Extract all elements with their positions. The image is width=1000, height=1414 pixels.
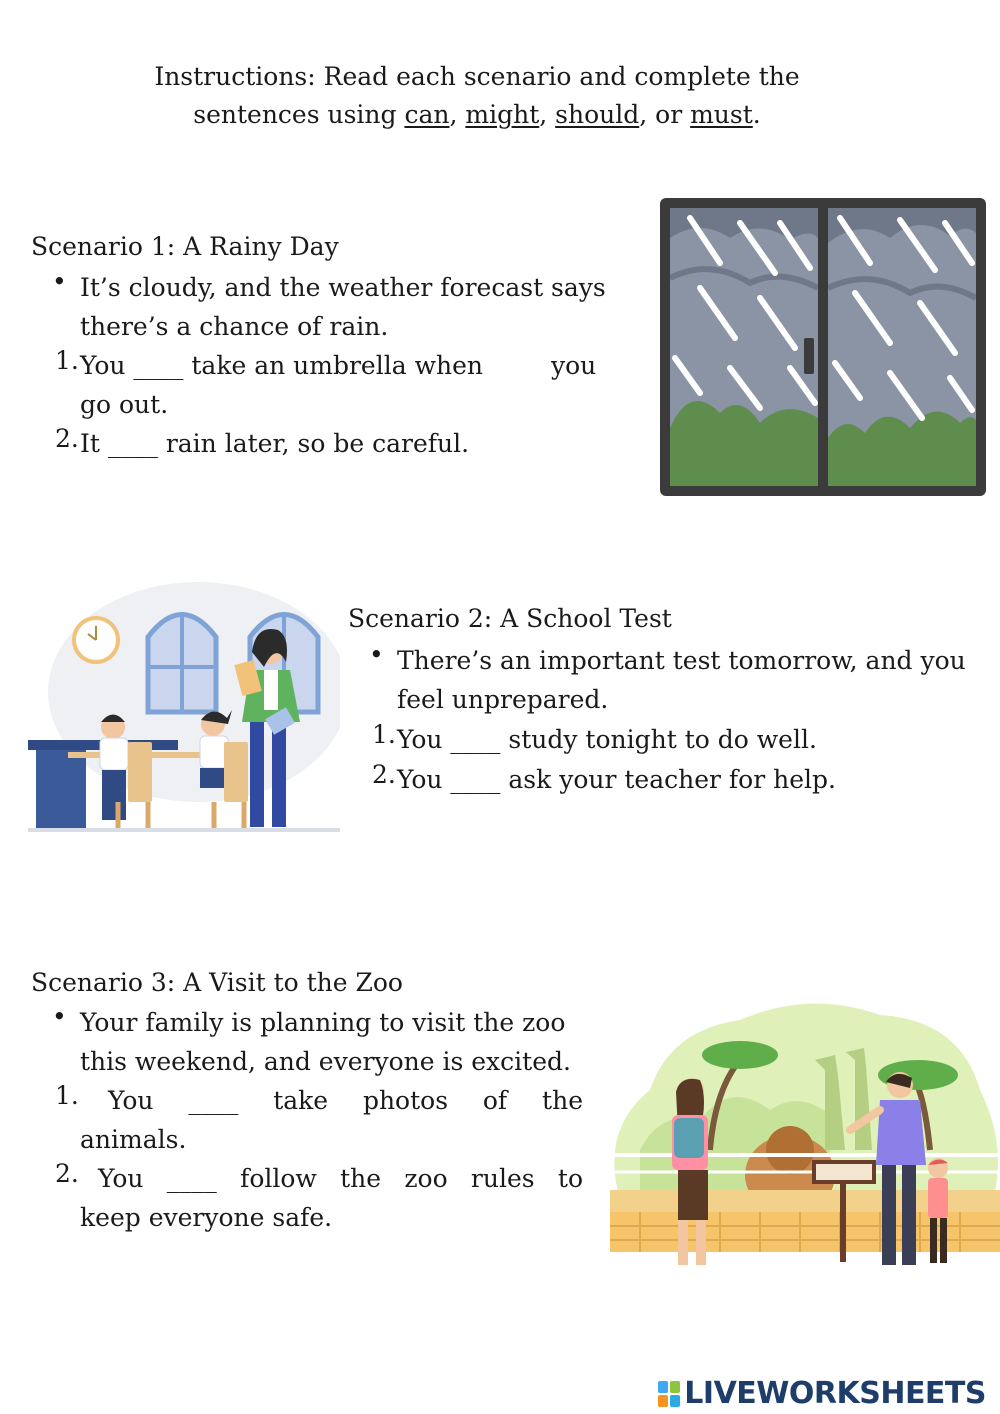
scenario-2-q1: You ____ study tonight to do well. [397, 725, 817, 754]
scenario-3-bullet-line-1: Your family is planning to visit the zoo [80, 1008, 566, 1037]
logo-text: LIVEWORKSHEETS [684, 1376, 986, 1411]
scenario-2-q2-number: 2. [372, 760, 396, 789]
scenario-1-q1-line-1: You ____ take an umbrella when [80, 351, 483, 380]
bullet-dot: • [52, 1002, 67, 1031]
scenario-1-q1-line-2: go out. [80, 390, 169, 419]
scenario-3-bullet-line-2: this weekend, and everyone is excited. [80, 1047, 571, 1076]
instructions [0, 58, 954, 134]
scenario-3-title: Scenario 3: A Visit to the Zoo [31, 968, 403, 997]
scenario-3-q2-line-1: You ____ follow the zoo rules to [98, 1164, 583, 1193]
scenario-2-title: Scenario 2: A School Test [348, 604, 672, 633]
scenario-2-bullet-line-1: There’s an important test tomorrow, and you [397, 646, 966, 675]
sep: , or [639, 100, 691, 129]
sep: . [752, 100, 761, 129]
instructions-prefix: sentences using [193, 100, 405, 129]
liveworksheets-logo [658, 1376, 986, 1411]
scenario-3-q1-line-2: animals. [80, 1125, 187, 1154]
scenario-3-q2-number: 2. [55, 1159, 79, 1188]
scenario-1-q2-number: 2. [55, 424, 79, 453]
scenario-1-q1-number: 1. [55, 346, 79, 375]
instructions-line-1: Instructions: Read each scenario and complete the [154, 62, 800, 91]
scenario-2-q1-number: 1. [372, 720, 396, 749]
sep: , [449, 100, 466, 129]
scenario-3-q2-line-2: keep everyone safe. [80, 1203, 333, 1232]
classroom-illustration [28, 582, 340, 840]
word-must: must [690, 100, 753, 129]
bullet-dot: • [52, 267, 67, 296]
zoo-illustration [600, 1000, 1000, 1272]
scenario-1-title: Scenario 1: A Rainy Day [31, 232, 339, 261]
bullet-dot: • [369, 640, 384, 669]
word-might: might [465, 100, 540, 129]
word-can: can [404, 100, 450, 129]
rainy-window-illustration [660, 198, 986, 496]
sep: , [539, 100, 556, 129]
word-should: should [555, 100, 640, 129]
scenario-1-bullet-line-1: It’s cloudy, and the weather forecast says [80, 273, 606, 302]
scenario-3-q1-number: 1. [55, 1081, 79, 1110]
logo-mark-icon [658, 1381, 680, 1407]
scenario-1-q1-word: you [551, 351, 597, 380]
scenario-2-bullet-line-2: feel unprepared. [397, 685, 609, 714]
scenario-2-q2: You ____ ask your teacher for help. [397, 765, 836, 794]
instructions-line-2 [0, 96, 954, 134]
scenario-1-q2: It ____ rain later, so be careful. [80, 429, 470, 458]
scenario-1-bullet-line-2: there’s a chance of rain. [80, 312, 389, 341]
scenario-3-q1-line-1: You ____ take photos of the [108, 1086, 583, 1115]
